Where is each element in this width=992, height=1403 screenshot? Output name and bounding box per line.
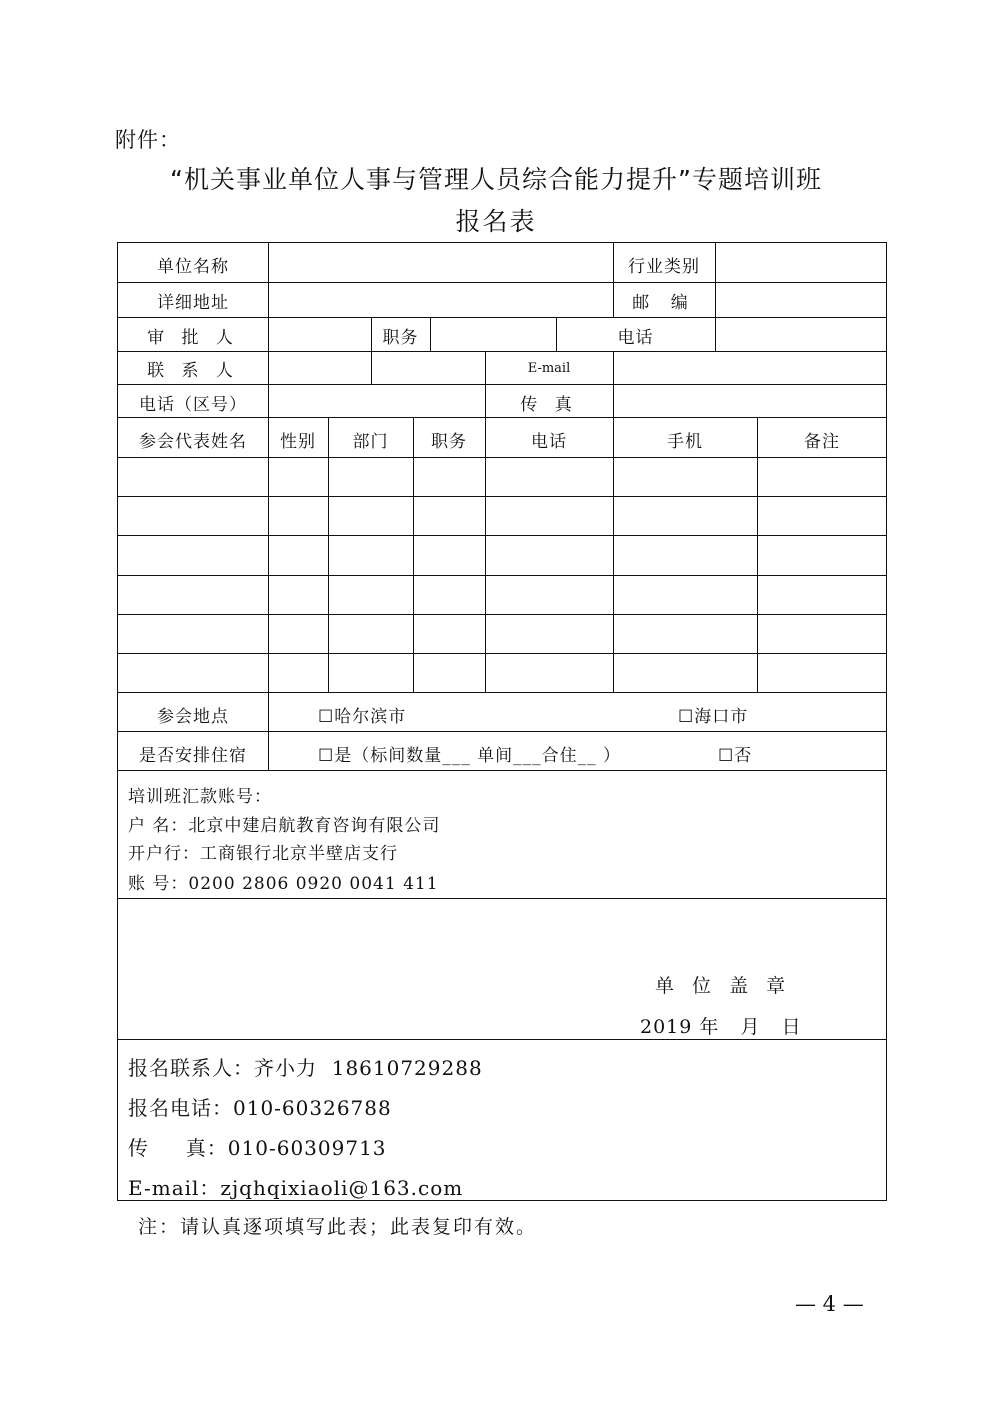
- attachment-label: 附件：: [115, 128, 181, 152]
- venue-label: 参会地点: [157, 707, 229, 727]
- col-divider: [613, 351, 614, 692]
- col-divider: [715, 242, 716, 351]
- row-divider: [117, 898, 887, 899]
- form-subtitle: 报名表: [455, 207, 537, 236]
- registration-email: E-mail：zjqhqixiaoli@163.com: [128, 1176, 464, 1200]
- row-divider: [117, 535, 887, 536]
- row-divider: [117, 692, 887, 693]
- col-gender-header: 性别: [280, 432, 316, 452]
- email-label: E-mail: [527, 361, 571, 376]
- lodging-yes-option[interactable]: ☐是（标间数量___ 单间___合住__ ）: [318, 746, 622, 766]
- row-divider: [117, 575, 887, 576]
- col-divider: [328, 417, 329, 692]
- col-divider: [268, 242, 269, 770]
- fax-label: 传 真: [520, 395, 578, 415]
- page-number: — 4 —: [795, 1292, 864, 1316]
- approver-phone-label: 电话: [617, 328, 654, 348]
- industry-label: 行业类别: [628, 257, 700, 277]
- row-divider: [117, 496, 887, 497]
- row-divider: [117, 770, 887, 771]
- bank-name: 开户行：工商银行北京半壁店支行: [128, 844, 398, 864]
- registration-phone: 报名电话：010-60326788: [128, 1096, 392, 1120]
- col-department-header: 部门: [352, 432, 389, 452]
- row-divider: [117, 731, 887, 732]
- row-divider: [117, 417, 887, 418]
- col-divider: [430, 317, 431, 351]
- seal-label: 单 位 盖 章: [655, 975, 792, 997]
- bank-heading: 培训班汇款账号：: [128, 787, 272, 807]
- row-divider: [117, 653, 887, 654]
- footnote: 注：请认真逐项填写此表；此表复印有效。: [138, 1216, 538, 1238]
- row-divider: [117, 282, 887, 283]
- row-divider: [117, 614, 887, 615]
- postcode-label: 邮 编: [632, 293, 696, 313]
- lodging-label: 是否安排住宿: [139, 746, 247, 766]
- phone-area-label: 电话（区号）: [139, 395, 247, 415]
- unit-name-label: 单位名称: [157, 257, 229, 277]
- approver-label: 审 批 人: [147, 328, 239, 348]
- bank-account-name: 户 名：北京中建启航教育咨询有限公司: [128, 816, 441, 836]
- contact-label: 联 系 人: [147, 361, 239, 381]
- col-phone-header: 电话: [531, 432, 567, 452]
- registration-fax: 传 真：010-60309713: [128, 1136, 387, 1160]
- row-divider: [117, 457, 887, 458]
- registration-contact-person: 报名联系人：齐小力 18610729288: [128, 1056, 483, 1080]
- row-divider: [117, 351, 887, 352]
- row-divider: [117, 317, 887, 318]
- col-name-header: 参会代表姓名: [139, 432, 247, 452]
- col-mobile-header: 手机: [667, 432, 703, 452]
- approver-position-label: 职务: [382, 328, 419, 348]
- venue-option-harbin[interactable]: ☐哈尔滨市: [318, 707, 407, 727]
- row-divider: [117, 384, 887, 385]
- col-position-header: 职务: [431, 432, 467, 452]
- col-divider: [757, 417, 758, 692]
- col-remarks-header: 备注: [804, 432, 840, 452]
- lodging-no-option[interactable]: ☐否: [718, 746, 753, 766]
- venue-option-haikou[interactable]: ☐海口市: [678, 707, 749, 727]
- seal-date: 2019 年 月 日: [640, 1016, 802, 1038]
- bank-account-number: 账 号：0200 2806 0920 0041 411: [128, 874, 439, 894]
- row-divider: [117, 1039, 887, 1040]
- form-title: “机关事业单位人事与管理人员综合能力提升”专题培训班: [170, 165, 822, 194]
- col-divider: [413, 417, 414, 692]
- address-label: 详细地址: [157, 293, 229, 313]
